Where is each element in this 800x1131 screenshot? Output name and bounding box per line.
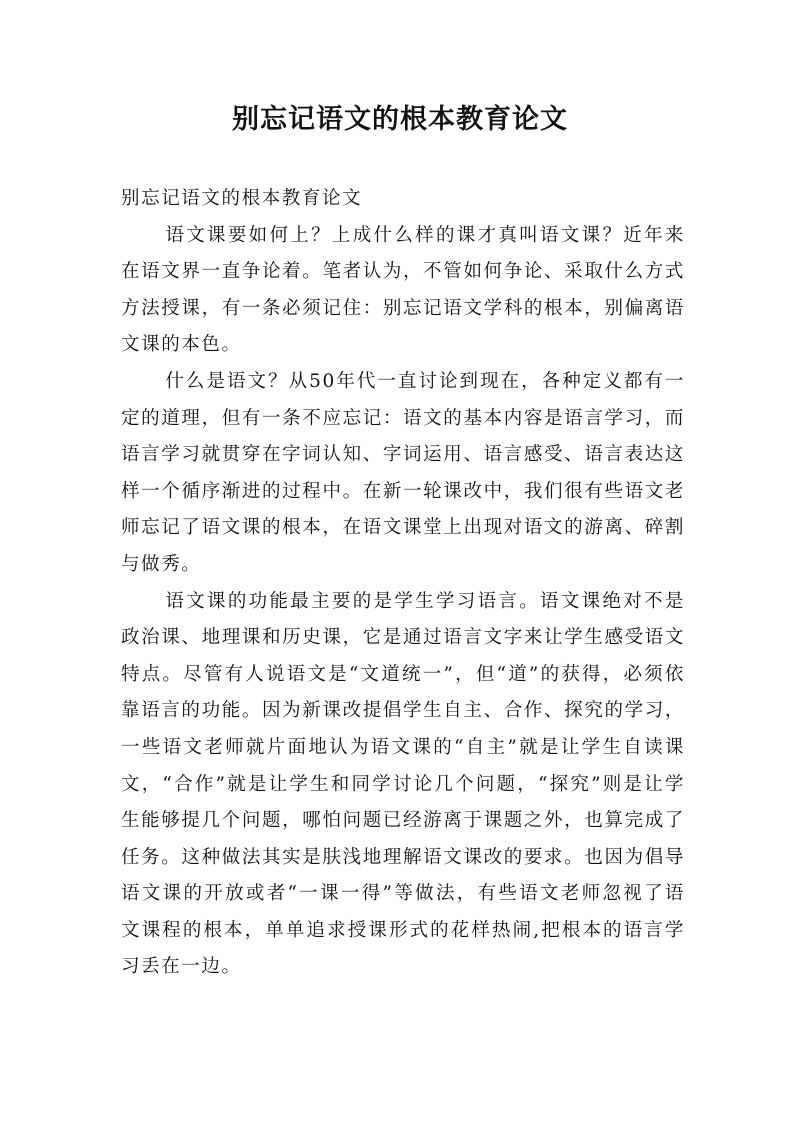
document-subtitle: 别忘记语文的根本教育论文 xyxy=(121,188,363,209)
document-body xyxy=(121,181,685,986)
paragraph-2: 什么是语文？从50年代一直讨论到现在，各种定义都有一定的道理，但有一条不应忘记：语文的基本内容是语言学习，而语言学习就贯穿在字词认知、字词运用、语言感受、语言表达这样一个循序渐进的过程中。在新一轮课改中，我们很有些语文老师忘记了语文课的根本，在语文课堂上出现对语文的游离、碎割与做秀。 xyxy=(121,370,685,575)
paragraph-3: 语文课的功能最主要的是学生学习语言。语文课绝对不是政治课、地理课和历史课，它是通过语言文字来让学生感受语文特点。尽管有人说语文是“文道统一”，但“道”的获得，必须依靠语言的功能。因为新课改提倡学生自主、合作、探究的学习，一些语文老师就片面地认为语文课的“自主”就是让学生自读课文，“合作”就是让学生和同学讨论几个问题，“探究”则是让学生能够提几个问题，哪怕问题已经游离于课题之外，也算完成了任务。这种做法其实是肤浅地理解语文课改的要求。也因为倡导语文课的开放或者“一课一得”等做法，有些语文老师忽视了语文课程的根本，单单追求授课形式的花样热闹,把根本的语言学习丢在一边。 xyxy=(121,590,685,978)
paragraph-1: 语文课要如何上？上成什么样的课才真叫语文课？近年来在语文界一直争论着。笔者认为，不管如何争论、采取什么方式方法授课，有一条必须记住：别忘记语文学科的根本，别偏离语文课的本色。 xyxy=(121,224,685,356)
document-title: 别忘记语文的根本教育论文 xyxy=(232,104,568,135)
